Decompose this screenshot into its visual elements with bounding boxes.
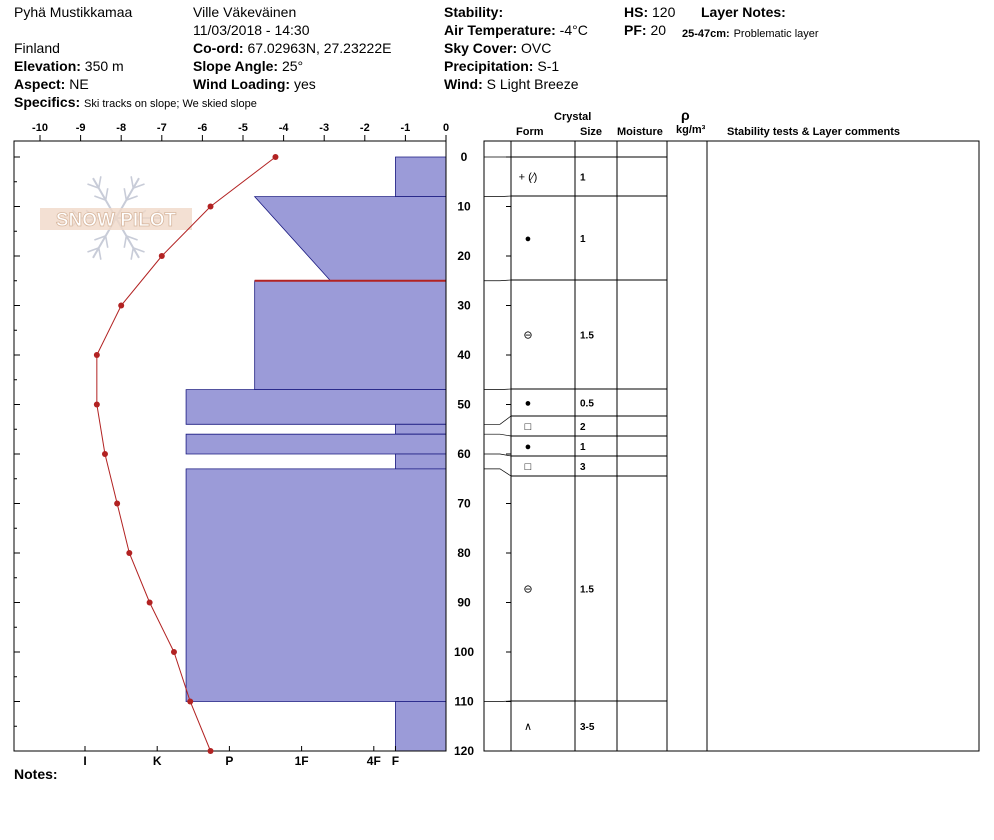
snowflake-branch [131, 176, 133, 188]
depth-tick-label: 50 [457, 397, 471, 412]
elevation-label: Elevation: [14, 58, 81, 74]
slope-label: Slope Angle: [193, 58, 279, 74]
layer-notes-label: Layer Notes: [701, 4, 786, 20]
hardness-bar [186, 469, 446, 702]
hardness-tick-label: K [152, 754, 162, 768]
layer-grain-size: 1.5 [580, 330, 594, 342]
coord-value: 67.02963N, 27.23222E [247, 40, 392, 56]
depth-tick-label: 60 [457, 447, 471, 461]
hardness-bar [255, 197, 446, 281]
temperature-point [208, 748, 214, 754]
temperature-point [126, 550, 132, 556]
layer-grain-form: ● [524, 233, 532, 245]
layer-grain-form: ⊖ [523, 329, 533, 342]
elevation-value: 350 m [84, 58, 124, 74]
layer-grain-size: 3-5 [580, 722, 595, 733]
depth-tick-label: 120 [453, 744, 475, 758]
layer-connector [484, 701, 511, 702]
observer-name: Ville Väkeväinen [193, 4, 297, 20]
temperature-point [102, 451, 108, 457]
layer-connector [484, 434, 511, 436]
layer-grain-size: 3 [580, 462, 586, 473]
hardness-bar [395, 157, 446, 197]
specifics-label: Specifics: [14, 94, 81, 110]
wind-loading-value: yes [293, 76, 316, 92]
pf-label: PF: [624, 22, 647, 38]
layer-grain-size: 1 [580, 442, 586, 453]
aspect-label: Aspect: [14, 76, 66, 92]
sky-value: OVC [521, 40, 552, 56]
layer-note-text: Problematic layer [733, 28, 819, 40]
depth-tick-label: 80 [457, 546, 471, 560]
table-frame [484, 141, 979, 751]
hardness-bar [395, 702, 446, 752]
aspect-value: NE [69, 76, 89, 92]
temperature-point [94, 352, 100, 358]
hardness-bar [395, 454, 446, 469]
layer-grain-size: 1 [580, 234, 586, 245]
depth-tick-label: 90 [457, 595, 471, 610]
layer-grain-form: ● [524, 397, 532, 410]
temp-tick-label: -3 [319, 122, 330, 134]
snowflake-branch [131, 248, 133, 260]
stability-label: Stability: [444, 4, 504, 20]
temp-tick-label: -6 [197, 122, 208, 134]
snowflake-branch [99, 176, 101, 188]
layer-grain-size: 0.5 [580, 398, 594, 410]
layer-grain-size: 1.5 [580, 584, 594, 596]
temperature-point [159, 253, 165, 259]
observation-datetime: 11/03/2018 - 14:30 [193, 22, 310, 38]
depth-tick-label: 10 [457, 199, 471, 214]
temperature-point [272, 154, 278, 160]
notes-label: Notes: [14, 766, 58, 782]
temp-tick-label: -5 [238, 122, 248, 134]
hardness-tick-label: 1F [294, 754, 309, 768]
depth-tick-label: 20 [457, 249, 471, 263]
hardness-bar [186, 390, 446, 425]
temperature-point [171, 649, 177, 655]
rho-header: ρ [681, 107, 690, 123]
hardness-tick-label: P [225, 754, 234, 768]
temperature-point [208, 204, 214, 210]
temp-tick-label: -10 [32, 122, 48, 134]
wind-value: S Light Breeze [486, 76, 579, 92]
temperature-point [118, 303, 124, 309]
layer-grain-form: + (⁄) [518, 171, 538, 184]
snowflake-branch [124, 188, 126, 200]
snow-pilot-logo [40, 176, 192, 259]
layer-grain-form: ● [524, 441, 532, 453]
pf-value: 20 [650, 22, 667, 38]
stability-comments-header: Stability tests & Layer comments [727, 126, 901, 138]
temp-tick-label: -9 [75, 122, 86, 134]
hs-label: HS: [624, 4, 649, 20]
layer-note-range: 25-47cm: [682, 28, 730, 40]
temp-tick-label: -7 [156, 122, 167, 134]
form-header: Form [516, 126, 544, 138]
hardness-bar [186, 434, 446, 454]
hardness-tick-label: I [83, 754, 87, 768]
wind-label: Wind: [444, 76, 483, 92]
layer-connector [484, 280, 511, 281]
air-temp-label: Air Temperature: [444, 22, 556, 38]
snowflake-branch [106, 188, 108, 200]
layer-grain-size: 1 [580, 172, 586, 184]
layer-connector [484, 469, 511, 476]
layer-connector [484, 196, 511, 197]
layer-grain-form: ⊖ [523, 583, 533, 596]
layer-connector [484, 416, 511, 424]
wind-loading-label: Wind Loading: [193, 76, 291, 92]
depth-tick-label: 100 [453, 645, 475, 659]
snowflake-branch [124, 236, 126, 248]
country: Finland [14, 40, 60, 56]
hardness-profile [186, 157, 446, 751]
layer-grain-form: □ [524, 421, 532, 433]
temp-tick-label: -8 [116, 122, 127, 134]
logo-text: SNOW PILOT [55, 210, 177, 231]
precip-value: S-1 [537, 58, 560, 74]
layer-connector [484, 389, 511, 390]
temperature-point [147, 600, 153, 606]
snowflake-branch [99, 248, 101, 260]
density-unit-header: kg/m³ [676, 124, 706, 136]
depth-tick-label: 40 [457, 348, 471, 362]
size-header: Size [580, 126, 603, 138]
precip-label: Precipitation: [444, 58, 534, 74]
layer-table [484, 141, 979, 751]
layer-grain-size: 2 [580, 422, 586, 433]
temp-tick-label: -2 [359, 122, 370, 134]
depth-tick-label: 110 [454, 694, 474, 709]
location-name: Pyhä Mustikkamaa [14, 4, 133, 20]
snowflake-branch [106, 236, 108, 248]
depth-tick-label: 30 [457, 298, 471, 313]
air-temp-value: -4°C [559, 22, 588, 38]
temperature-point [94, 402, 100, 408]
temp-tick-label: -4 [278, 122, 289, 134]
layer-grain-form: ∧ [523, 721, 533, 733]
crystal-header: Crystal [554, 111, 592, 123]
hardness-bar [255, 281, 446, 390]
temperature-point [187, 699, 193, 705]
hs-value: 120 [652, 4, 676, 20]
specifics-value: Ski tracks on slope; We skied slope [84, 98, 257, 110]
depth-tick-label: 0 [460, 150, 468, 164]
temp-tick-label: 0 [442, 122, 450, 134]
temp-tick-label: -1 [400, 122, 411, 134]
slope-value: 25° [281, 58, 304, 74]
depth-tick-label: 70 [457, 496, 471, 511]
hardness-tick-label: F [391, 754, 400, 768]
coord-label: Co-ord: [193, 40, 244, 56]
moisture-header: Moisture [617, 126, 663, 138]
layer-grain-form: □ [524, 461, 532, 473]
hardness-tick-label: 4F [366, 754, 381, 768]
hardness-bar [395, 424, 446, 434]
sky-label: Sky Cover: [444, 40, 518, 56]
temperature-point [114, 501, 120, 507]
